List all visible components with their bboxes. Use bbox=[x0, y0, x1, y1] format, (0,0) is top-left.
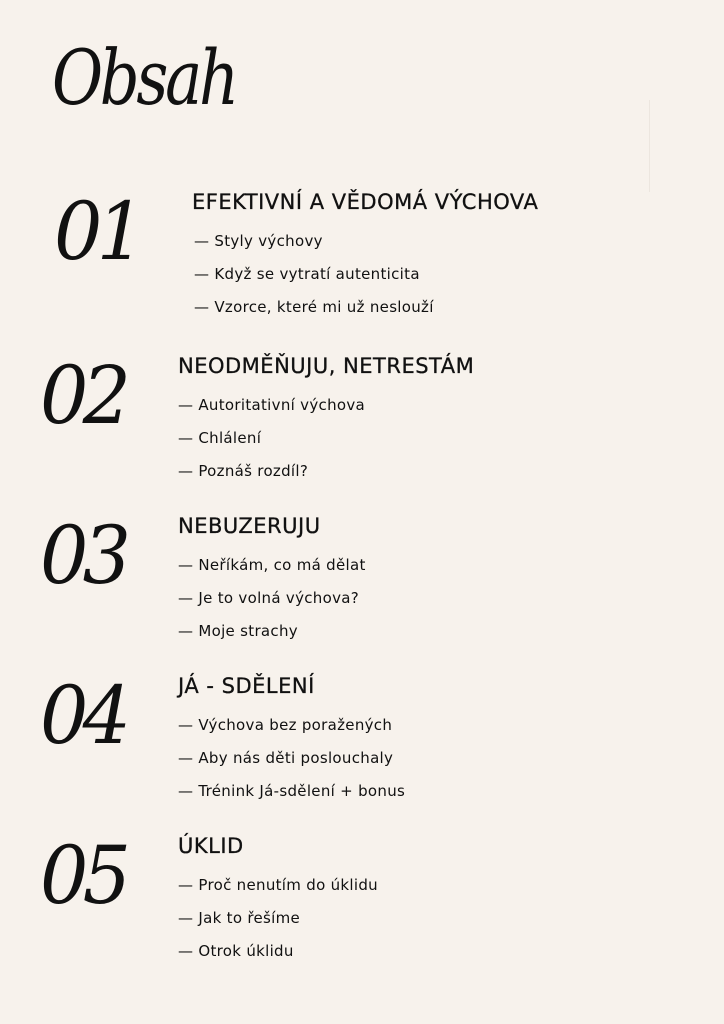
section-number-05: 05 bbox=[40, 829, 126, 922]
section-items-02 bbox=[178, 395, 365, 494]
divider bbox=[649, 100, 650, 192]
list-item: — Jak to řešíme bbox=[178, 909, 301, 927]
list-item: — Styly výchovy bbox=[194, 232, 323, 250]
list-item: — Vzorce, které mi už neslouží bbox=[194, 298, 434, 316]
list-item: — Je to volná výchova? bbox=[178, 589, 360, 607]
section-heading-02: NEODMĚŇUJU, NETRESTÁM bbox=[178, 354, 475, 378]
list-item: — Neříkám, co má dělat bbox=[178, 556, 366, 574]
section-number-01: 01 bbox=[54, 185, 140, 278]
list-item: — Otrok úklidu bbox=[178, 942, 294, 960]
section-heading-03: NEBUZERUJU bbox=[178, 514, 321, 538]
list-item: — Chlálení bbox=[178, 429, 262, 447]
section-number-04: 04 bbox=[40, 669, 126, 762]
section-items-04 bbox=[178, 715, 405, 814]
list-item: — Poznáš rozdíl? bbox=[178, 462, 309, 480]
section-items-03 bbox=[178, 555, 366, 654]
section-number-03: 03 bbox=[40, 509, 126, 602]
section-items-01 bbox=[194, 231, 434, 330]
section-heading-05: ÚKLID bbox=[178, 834, 244, 858]
list-item: — Autoritativní výchova bbox=[178, 396, 366, 414]
section-items-05 bbox=[178, 875, 378, 974]
section-heading-01: EFEKTIVNÍ A VĚDOMÁ VÝCHOVA bbox=[192, 190, 539, 214]
section-number-02: 02 bbox=[40, 349, 126, 442]
list-item: — Výchova bez poražených bbox=[178, 716, 393, 734]
page-title: Obsah bbox=[52, 33, 236, 122]
list-item: — Moje strachy bbox=[178, 622, 298, 640]
list-item: — Trénink Já-sdělení + bonus bbox=[178, 782, 406, 800]
list-item: — Proč nenutím do úklidu bbox=[178, 876, 378, 894]
list-item: — Když se vytratí autenticita bbox=[194, 265, 420, 283]
section-heading-04: JÁ - SDĚLENÍ bbox=[178, 674, 315, 698]
list-item: — Aby nás děti poslouchaly bbox=[178, 749, 394, 767]
